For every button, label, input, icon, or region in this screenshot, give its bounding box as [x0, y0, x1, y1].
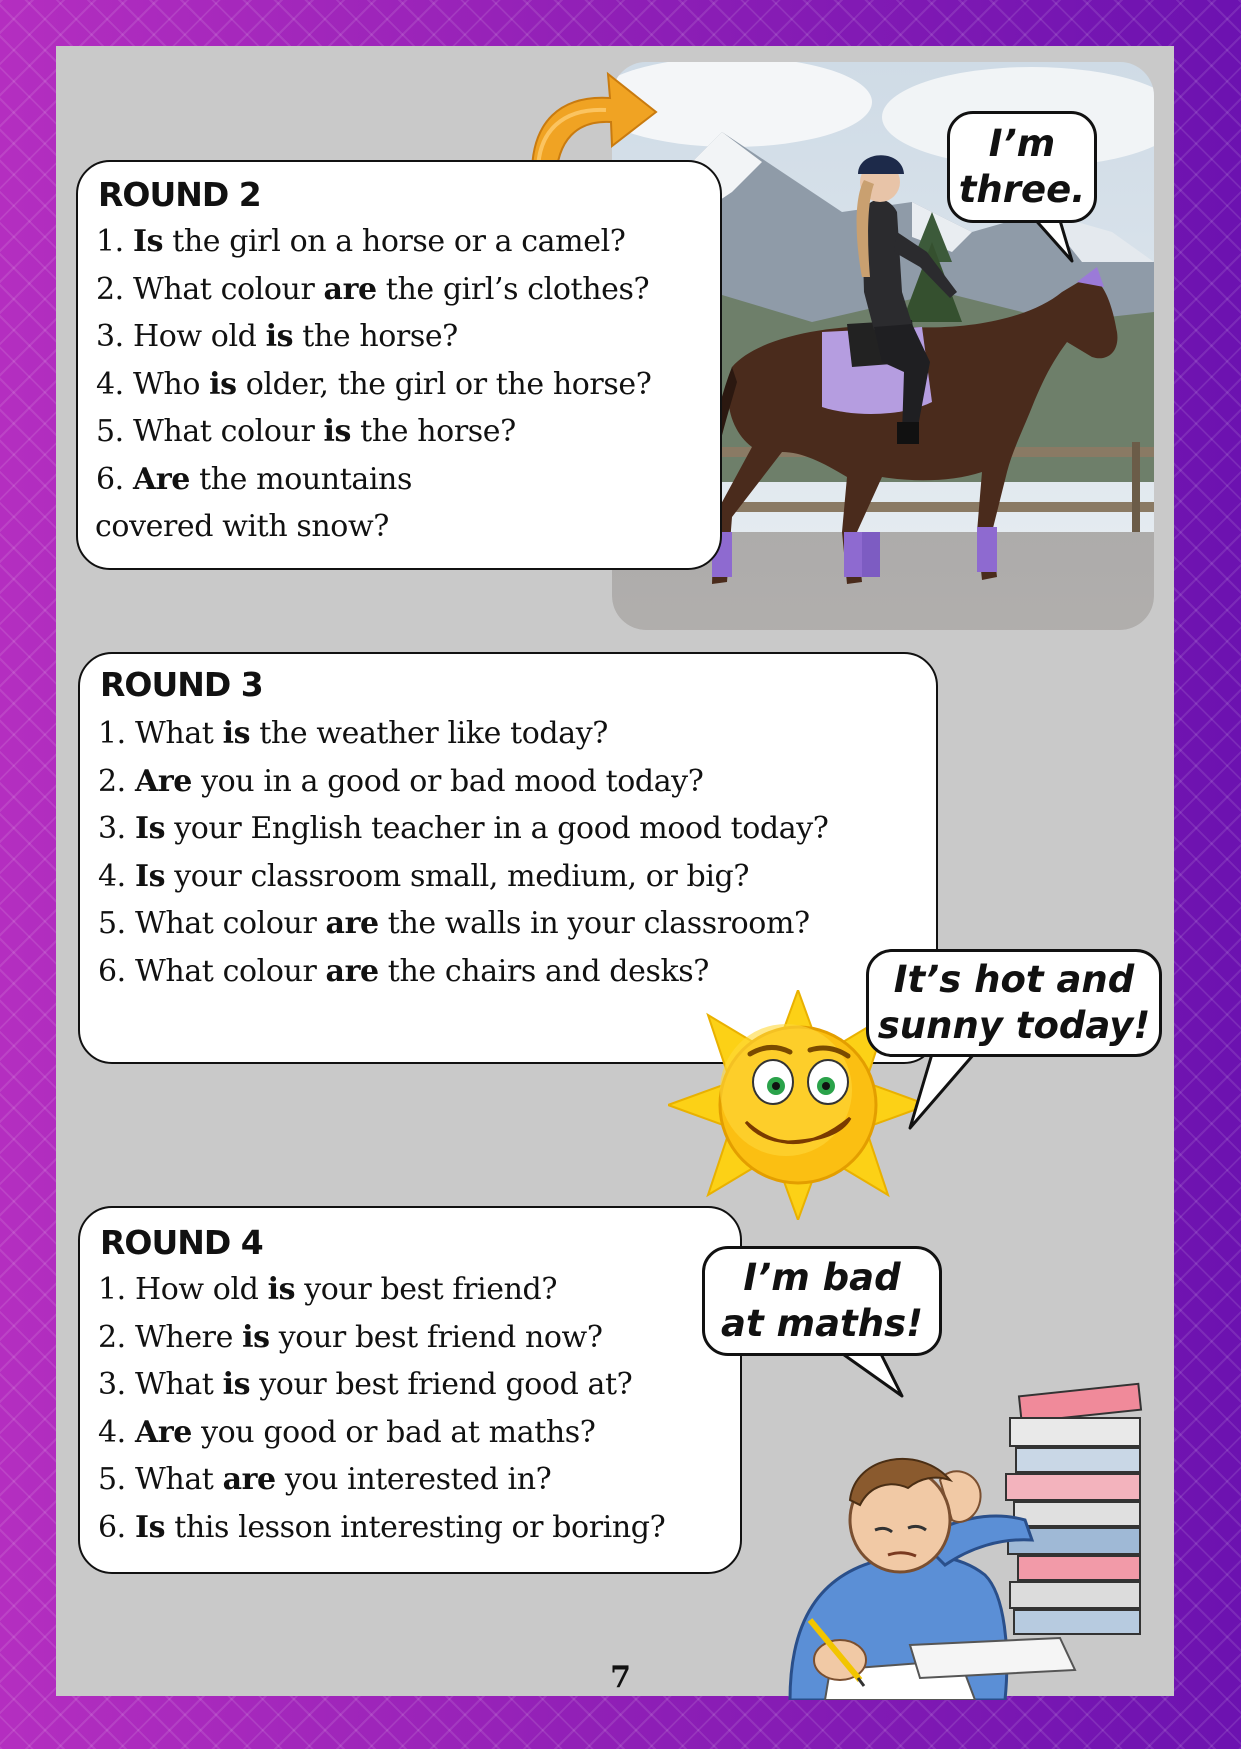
question-text: the girl’s clothes?	[376, 271, 650, 307]
question-number: 5.	[98, 1462, 135, 1497]
question-number: 3.	[98, 811, 135, 846]
question-text: How old	[134, 1272, 268, 1307]
question-number: 4.	[98, 1414, 135, 1450]
question-text: this lesson interesting or boring?	[165, 1509, 666, 1545]
question-text: your best friend?	[295, 1272, 558, 1307]
question-item	[96, 266, 720, 314]
question-text: What colour	[132, 414, 324, 449]
question-item	[98, 805, 936, 853]
horse-speech-bubble	[947, 111, 1097, 223]
boy-bubble-line-2: at maths!	[721, 1302, 923, 1345]
question-text: What colour	[134, 906, 326, 941]
round-3-questions	[98, 710, 936, 995]
round-4-questions	[98, 1266, 740, 1551]
question-number: 1.	[98, 1272, 135, 1307]
boy-bubble-line-1: I’m bad	[743, 1256, 901, 1299]
question-item	[98, 948, 936, 996]
question-number: 2.	[98, 763, 135, 799]
bubble-tail	[836, 1350, 906, 1400]
question-number: 1.	[98, 716, 135, 751]
question-number: 6.	[98, 1509, 135, 1545]
question-text: What	[134, 1462, 223, 1497]
question-item	[98, 1409, 740, 1457]
round-2-title: ROUND 2	[98, 175, 261, 214]
question-verb: Is	[134, 1509, 166, 1545]
question-verb: is	[265, 319, 294, 354]
question-number: 1.	[96, 224, 133, 259]
question-text: What	[134, 1367, 223, 1402]
sun-bubble-line-2: sunny today!	[877, 1004, 1151, 1047]
question-verb: is	[242, 1319, 270, 1355]
question-text: the chairs and desks?	[378, 953, 709, 989]
question-item	[98, 758, 936, 806]
question-text: How old	[132, 319, 266, 354]
question-number: 4.	[96, 366, 133, 402]
question-verb: Is	[134, 811, 166, 846]
question-item	[96, 313, 720, 361]
question-item	[98, 1314, 740, 1362]
question-item	[96, 361, 720, 409]
question-item	[98, 710, 936, 758]
question-verb: are	[323, 271, 377, 307]
question-verb: is	[323, 414, 352, 449]
page-number: 7	[610, 1660, 631, 1695]
round-2-question-continuation: covered with snow?	[95, 509, 389, 544]
question-text: the horse?	[293, 319, 458, 354]
question-text: What colour	[132, 271, 324, 307]
question-number: 2.	[96, 271, 133, 307]
question-number: 3.	[98, 1367, 135, 1402]
question-verb: are	[222, 1462, 276, 1497]
question-number: 6.	[98, 953, 135, 989]
question-verb: are	[325, 906, 379, 941]
round-4-card	[78, 1206, 742, 1574]
question-text: you good or bad at maths?	[191, 1414, 596, 1450]
round-4-title: ROUND 4	[100, 1223, 263, 1262]
question-item	[98, 1361, 740, 1409]
question-verb: Are	[132, 461, 190, 497]
question-number: 5.	[98, 906, 135, 941]
bubble-tail	[908, 1052, 978, 1132]
question-text: the weather like today?	[250, 716, 608, 751]
question-verb: is	[267, 1272, 296, 1307]
question-text: Who	[132, 366, 210, 402]
question-text: your English teacher in a good mood today?	[165, 811, 829, 846]
question-text: the horse?	[351, 414, 516, 449]
question-text: Where	[134, 1319, 243, 1355]
question-number: 4.	[98, 858, 135, 894]
question-verb: Is	[134, 858, 166, 894]
question-text: older, the girl or the horse?	[236, 366, 652, 402]
round-2-card	[76, 160, 722, 570]
question-item	[96, 218, 720, 266]
question-number: 5.	[96, 414, 133, 449]
question-item	[96, 456, 720, 504]
question-text: you in a good or bad mood today?	[191, 763, 704, 799]
question-verb: Are	[134, 763, 192, 799]
horse-bubble-line-2: three.	[958, 168, 1086, 211]
question-text: the girl on a horse or a camel?	[163, 224, 626, 259]
question-number: 6.	[96, 461, 133, 497]
question-item	[98, 1504, 740, 1552]
round-2-questions	[96, 218, 720, 503]
round-3-title: ROUND 3	[100, 665, 263, 704]
question-item	[98, 900, 936, 948]
question-number: 3.	[96, 319, 133, 354]
question-verb: Are	[134, 1414, 192, 1450]
boy-speech-bubble	[702, 1246, 942, 1356]
question-item	[96, 408, 720, 456]
question-verb: is	[222, 716, 251, 751]
tired-boy-with-books-illustration	[770, 1370, 1170, 1700]
question-text: What	[134, 716, 223, 751]
question-text: What colour	[134, 953, 326, 989]
sun-bubble-line-1: It’s hot and	[893, 958, 1135, 1001]
question-verb: is	[222, 1367, 251, 1402]
question-text: you interested in?	[275, 1462, 552, 1497]
question-text: your best friend now?	[269, 1319, 603, 1355]
question-verb: are	[325, 953, 379, 989]
question-text: your classroom small, medium, or big?	[165, 858, 750, 894]
question-text: the walls in your classroom?	[378, 906, 810, 941]
question-text: your best friend good at?	[250, 1367, 633, 1402]
question-item	[98, 1266, 740, 1314]
question-verb: Is	[132, 224, 164, 259]
question-text: the mountains	[189, 461, 412, 497]
sun-speech-bubble	[866, 949, 1162, 1057]
question-item	[98, 853, 936, 901]
question-verb: is	[209, 366, 237, 402]
horse-bubble-line-1: I’m	[988, 122, 1056, 165]
question-item	[98, 1456, 740, 1504]
question-number: 2.	[98, 1319, 135, 1355]
